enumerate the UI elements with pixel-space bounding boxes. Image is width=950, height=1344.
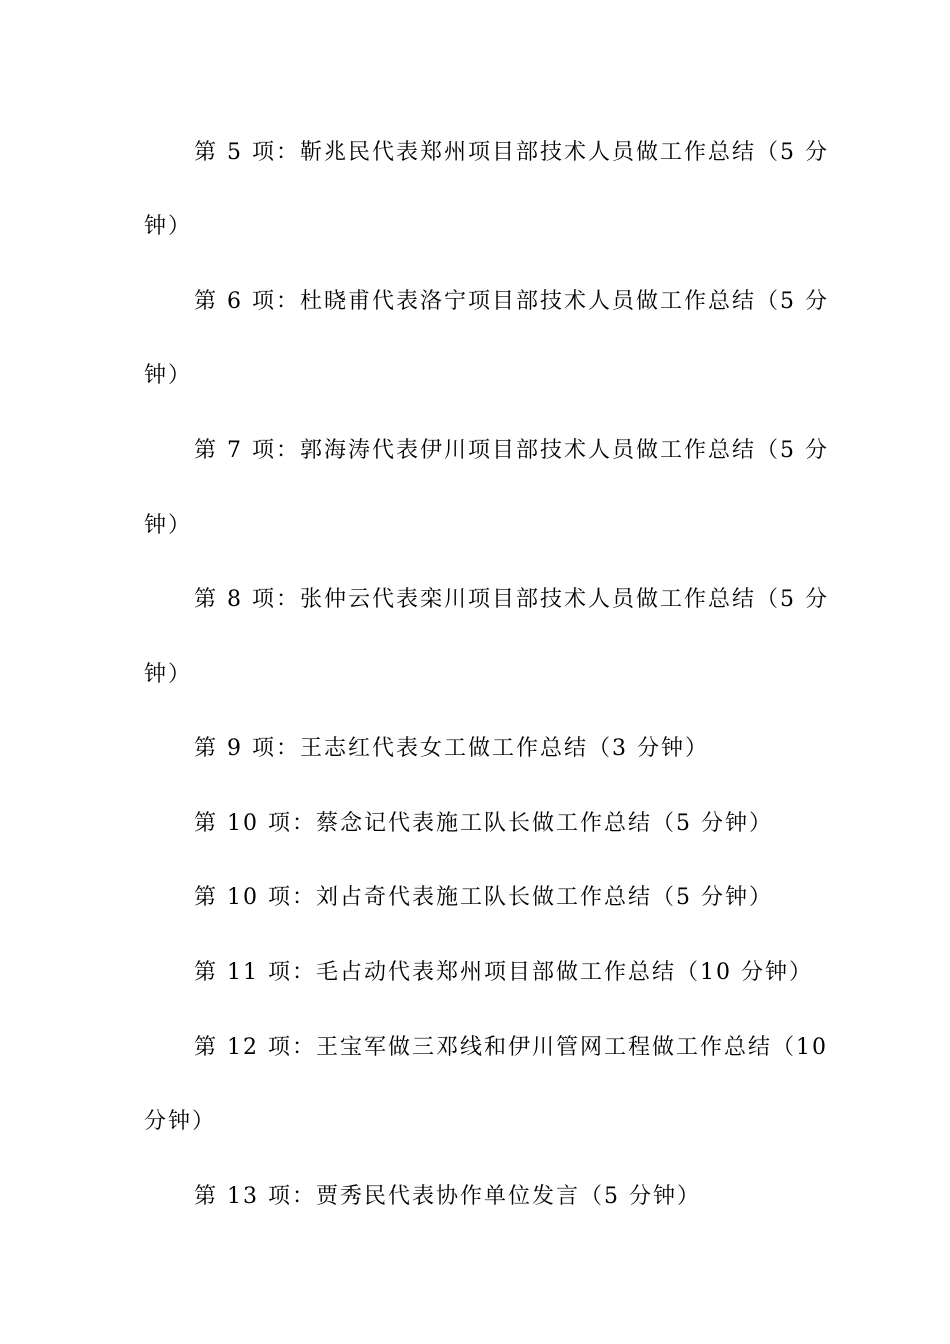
item-7-line-1: 第 7 项：郭海涛代表伊川项目部技术人员做工作总结（5 分 [194,438,829,463]
item-6-line-2: 钟） [144,363,193,388]
item-6-line-1: 第 6 项：杜晓甫代表洛宁项目部技术人员做工作总结（5 分 [194,289,829,314]
item-13-line: 第 13 项：贾秀民代表协作单位发言（5 分钟） [194,1184,701,1209]
item-10b-line: 第 10 项：刘占奇代表施工队长做工作总结（5 分钟） [194,885,773,910]
item-12-line-2: 分钟） [144,1109,217,1134]
item-7-line-2: 钟） [144,513,193,538]
item-9-line: 第 9 项：王志红代表女工做工作总结（3 分钟） [194,736,709,761]
item-5-line-1: 第 5 项：靳兆民代表郑州项目部技术人员做工作总结（5 分 [194,140,829,165]
item-10a-line: 第 10 项：蔡念记代表施工队长做工作总结（5 分钟） [194,811,773,836]
item-11-line: 第 11 项：毛占动代表郑州项目部做工作总结（10 分钟） [194,960,813,985]
item-5-line-2: 钟） [144,214,193,239]
item-8-line-1: 第 8 项：张仲云代表栾川项目部技术人员做工作总结（5 分 [194,587,829,612]
item-12-line-1: 第 12 项：王宝军做三邓线和伊川管网工程做工作总结（10 [194,1035,828,1060]
item-8-line-2: 钟） [144,662,193,687]
